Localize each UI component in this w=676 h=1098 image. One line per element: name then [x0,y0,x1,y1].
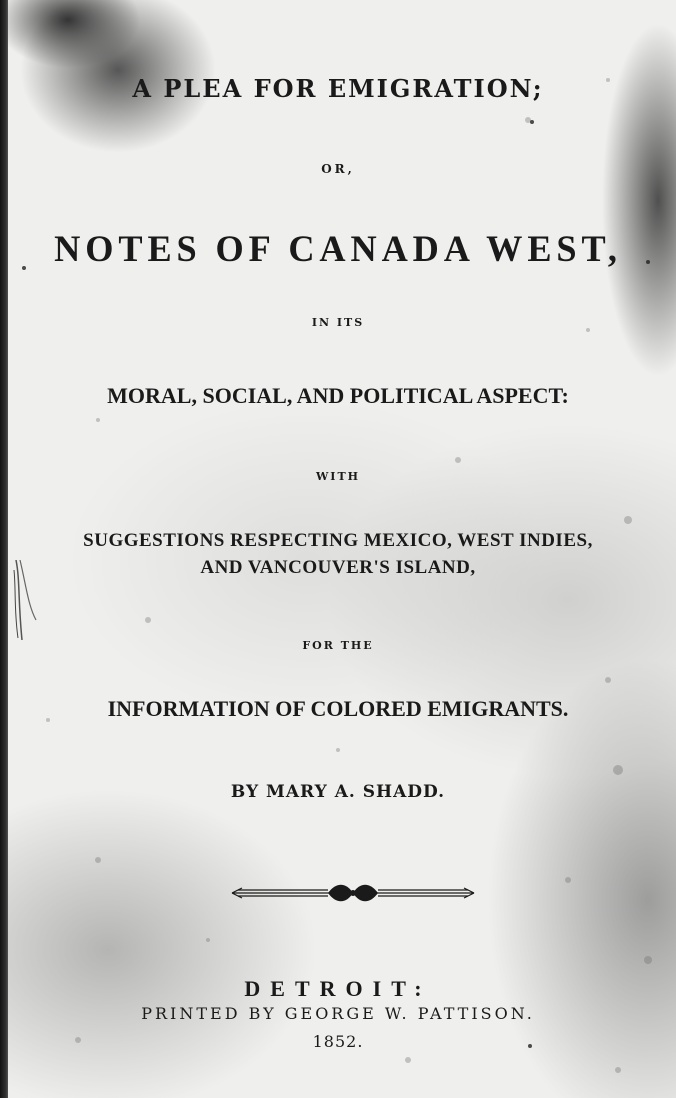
for-the-connector: FOR THE [302,639,374,652]
printer-ornament-icon [228,878,478,908]
suggestions-line-2: AND VANCOUVER'S ISLAND, [200,557,476,578]
in-its-connector: IN ITS [311,316,365,329]
imprint-printer: PRINTED BY GEORGE W. PATTISON. [141,1004,535,1023]
main-title: NOTES OF CANADA WEST, [54,229,622,270]
imprint-place: DETROIT: [244,976,432,1001]
aspect-line: MORAL, SOCIAL, AND POLITICAL ASPECT: [107,383,569,408]
suggestions-line-1: SUGGESTIONS RESPECTING MEXICO, WEST INDIES, [83,530,593,551]
author-line: BY MARY A. SHADD. [230,782,446,802]
or-connector: OR, [321,162,355,176]
title-line: A PLEA FOR EMIGRATION; [132,74,544,103]
imprint-year: 1852. [312,1032,364,1051]
information-line: INFORMATION OF COLORED EMIGRANTS. [107,696,569,721]
with-connector: WITH [315,470,361,483]
